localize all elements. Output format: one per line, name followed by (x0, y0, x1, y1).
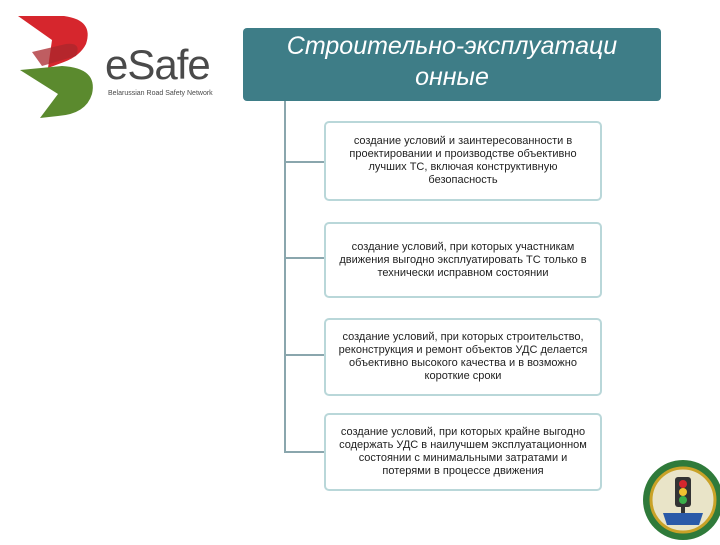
connector-line-3 (284, 354, 324, 356)
measure-card-2 (324, 222, 602, 298)
measure-text-4: создание условий, при которых крайне выгодно содержать УДС в наилучшем эксплуатационном состоянии с минимальными затратами и потерями в процессе движения (339, 426, 587, 477)
measure-card-4 (324, 413, 602, 491)
connector-line-2 (284, 257, 324, 259)
esafe-logo (12, 10, 212, 120)
tree-trunk-line (284, 101, 286, 453)
measure-text-1: создание условий и заинтересованности в проектировании и производстве объективно лучших ТС, включая конструктивную безопасность (349, 135, 577, 186)
connector-line-1 (284, 161, 324, 163)
title-line-1: Строительно-эксплуатаци (286, 32, 618, 60)
logo-wordmark: eSafe (105, 41, 210, 88)
title-line-2: онные (415, 63, 489, 91)
measure-text-2: создание условий, при которых участникам движения выгодно эксплуатировать ТС только в технически исправном состоянии (339, 240, 587, 279)
traffic-police-emblem-icon (641, 455, 720, 545)
connector-line-4 (284, 451, 324, 453)
esafe-b-mark-icon (12, 10, 104, 118)
logo-subtitle: Belarussian Road Safety Network (108, 90, 213, 97)
diagram-title (243, 28, 661, 101)
measure-text-3: создание условий, при которых строительство, реконструкция и ремонт объектов УДС делается объективно высокого качества и в возможно короткие сроки (338, 331, 588, 382)
measure-card-1 (324, 121, 602, 201)
measure-card-3 (324, 318, 602, 396)
